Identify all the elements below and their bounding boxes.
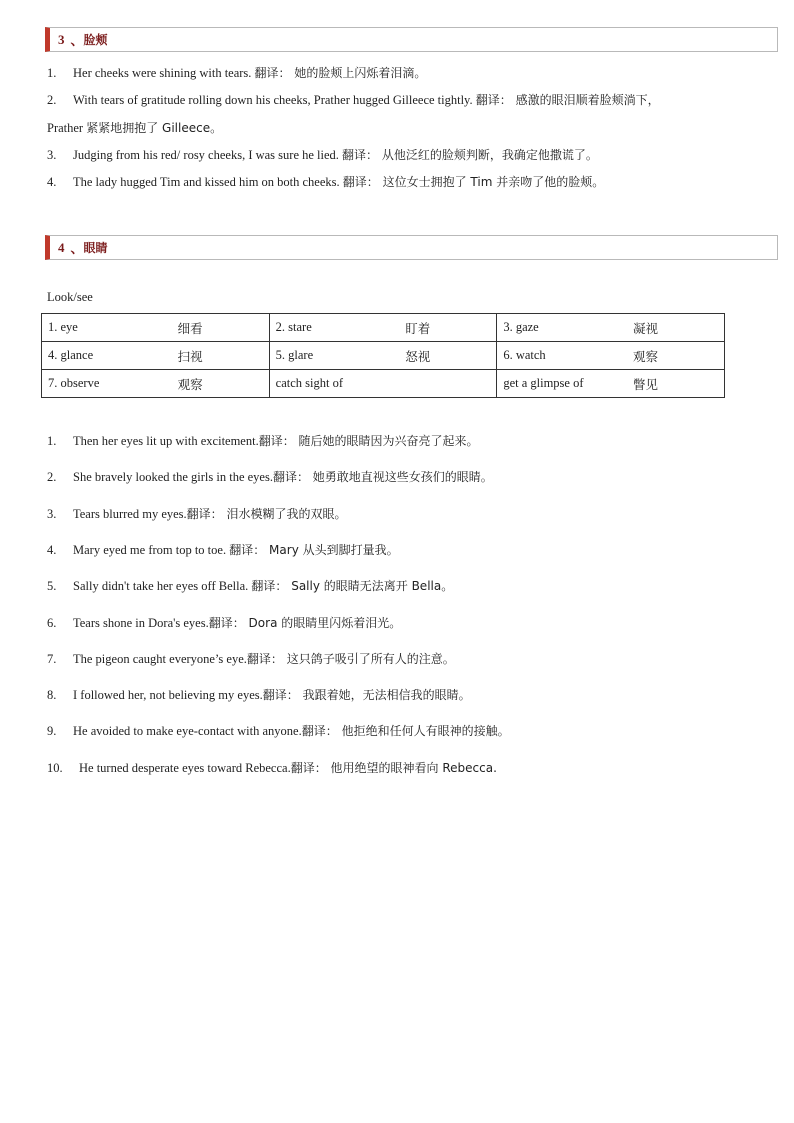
table-cell [497,314,725,342]
sentence-line [47,722,510,739]
sentence-line [47,146,598,163]
sentence-en: He turned desperate eyes toward Rebecca. [79,761,291,775]
sentence-en: The lady hugged Tim and kissed him on both cheeks. [73,175,343,189]
vocab-zh: 扫视 [177,348,203,364]
table-row [42,314,725,342]
sentence-cn: Sally 的眼睛无法离开 Bella。 [287,579,454,593]
table-row [42,342,725,370]
sentence-number: 2. [47,470,57,484]
sentence-en: Judging from his red/ rosy cheeks, I was sure he lied. [73,148,343,162]
sentence-en: I followed her, not believing my eyes. [73,688,263,702]
sentence-number: 1. [47,66,57,80]
translate-label: 翻译： [246,652,283,666]
sentence-cn: 紧紧地拥抱了 Gilleece。 [86,121,223,135]
vocab-zh: 凝视 [632,320,658,336]
translate-label: 翻译： [229,543,266,557]
sentence-cn: 他拒绝和任何人有眼神的接触。 [337,724,510,738]
translate-label: 翻译： [342,175,379,189]
table-cell [269,370,497,398]
vocab-zh: 瞥见 [632,376,658,392]
look-see-label: Look/see [47,290,93,304]
sentence-cn: 随后她的眼睛因为兴奋亮了起来。 [294,434,479,448]
vocab-en: 7. observe [48,376,100,390]
sentence-line [47,64,426,81]
sentence-line-continuation [47,119,222,136]
sentence-number: 2. [47,93,57,107]
vocab-en: 5. glare [275,348,314,362]
sentence-cn: 他用绝望的眼神看向 Rebecca. [326,761,497,775]
vocab-en: 2. stare [275,320,312,334]
sentence-number: 5. [47,579,57,593]
sentence-en: Then her eyes lit up with excitement. [73,434,259,448]
sentence-en: Tears blurred my eyes. [73,507,187,521]
section-number: 3 [58,31,65,47]
sentence-number: 4. [47,543,57,557]
vocab-zh: 怒视 [405,348,431,364]
sentence-line [47,173,604,190]
section-separator: 、 [70,33,84,48]
translate-label: 翻译： [342,148,379,162]
vocab-en: get a glimpse of [503,376,584,390]
sentence-cn: 她的脸颊上闪烁着泪滴。 [290,66,427,80]
sentence-number: 4. [47,175,57,189]
sentence-en: Her cheeks were shining with tears. [73,66,255,80]
sentence-line [47,650,455,667]
section-title: 脸颊 [83,33,108,47]
sentence-en: She bravely looked the girls in the eyes. [73,470,273,484]
sentence-cn: 泪水模糊了我的双眼。 [222,507,347,521]
vocab-en: 4. glance [48,348,94,362]
sentence-line [47,614,401,631]
section-header-eyes [45,235,778,260]
translate-label: 翻译： [258,434,295,448]
vocab-zh: 细看 [177,320,203,336]
sentence-en: Sally didn't take her eyes off Bella. [73,579,252,593]
table-cell [42,314,270,342]
sentence-line [47,759,497,776]
vocab-en: 3. gaze [503,320,539,334]
sentence-number: 6. [47,616,57,630]
table-cell [269,314,497,342]
vocab-zh: 观察 [177,376,203,392]
sentence-cn: 我跟着她，无法相信我的眼睛。 [298,688,471,702]
table-cell [42,342,270,370]
table-row [42,370,725,398]
sentence-cn: 她勇敢地直视这些女孩们的眼睛。 [308,470,493,484]
sentence-cn: Mary 从头到脚打量我。 [265,543,399,557]
sentence-line [47,468,493,485]
sentence-number: 3. [47,507,57,521]
sentence-line [47,505,347,522]
table-cell [269,342,497,370]
translate-label: 翻译： [262,688,299,702]
section-header-cheeks [45,27,778,52]
translate-label: 翻译： [251,579,288,593]
section-separator: 、 [70,241,84,256]
table-cell [497,370,725,398]
sentence-number: 1. [47,434,57,448]
sentence-en: With tears of gratitude rolling down his cheeks, Prather hugged Gilleece tightly. [73,93,476,107]
vocab-zh: 观察 [632,348,658,364]
sentence-line [47,541,399,558]
translate-label: 翻译： [475,93,512,107]
vocab-en: 1. eye [48,320,78,334]
sentence-line [47,686,471,703]
sentence-en: Prather [47,121,87,135]
vocab-en: catch sight of [275,376,343,390]
sentence-number: 10. [47,761,63,775]
translate-label: 翻译： [254,66,291,80]
section-title: 眼睛 [83,241,108,255]
table-cell [497,342,725,370]
sentence-cn: 这只鸽子吸引了所有人的注意。 [282,652,455,666]
translate-label: 翻译： [186,507,223,521]
sentence-en: The pigeon caught everyone’s eye. [73,652,247,666]
vocab-en: 6. watch [503,348,546,362]
sentence-line [47,432,479,449]
translate-label: 翻译： [208,616,245,630]
sentence-number: 9. [47,724,57,738]
sentence-number: 8. [47,688,57,702]
sentence-line [47,91,660,108]
sentence-cn: 这位女士拥抱了 Tim 并亲吻了他的脸颊。 [378,175,605,189]
sentence-cn: Dora 的眼睛里闪烁着泪光。 [244,616,402,630]
sentence-number: 7. [47,652,57,666]
translate-label: 翻译： [301,724,338,738]
translate-label: 翻译： [290,761,327,775]
sentence-number: 3. [47,148,57,162]
section-number: 4 [58,239,65,255]
vocab-table [41,313,725,398]
sentence-line [47,577,453,594]
sentence-en: Tears shone in Dora's eyes. [73,616,209,630]
sentence-cn: 感激的眼泪顺着脸颊淌下， [511,93,660,107]
sentence-cn: 从他泛红的脸颊判断，我确定他撒谎了。 [378,148,598,162]
sentence-en: He avoided to make eye-contact with anyone. [73,724,302,738]
sentence-en: Mary eyed me from top to toe. [73,543,230,557]
translate-label: 翻译： [272,470,309,484]
table-cell [42,370,270,398]
vocab-zh: 盯着 [405,320,431,336]
